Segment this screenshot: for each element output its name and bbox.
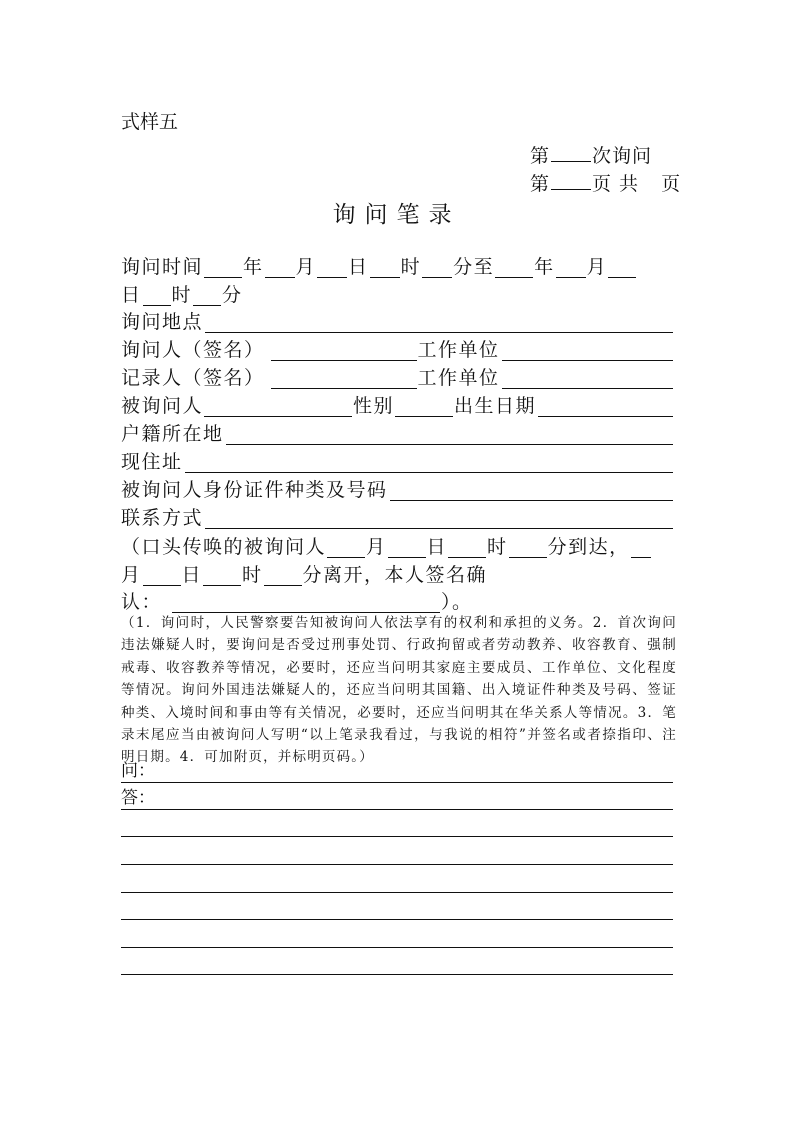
leave-month-field[interactable]: [631, 539, 651, 558]
dob-label: 出生日期: [454, 395, 537, 417]
signature-suffix: ）。: [441, 591, 473, 613]
end-minute-field[interactable]: [193, 287, 221, 306]
question-label: 问：: [121, 761, 155, 781]
unit-month: 月: [586, 256, 608, 278]
answer-blank-line[interactable]: [121, 974, 673, 975]
recorder-signature-field[interactable]: [271, 370, 417, 389]
summons-arrival-row: [121, 536, 673, 558]
contact-row: [121, 507, 673, 529]
household-row: [121, 423, 673, 445]
summons-signature-field[interactable]: [172, 594, 440, 613]
question-line[interactable]: [121, 760, 673, 783]
page-suffix: 页: [661, 173, 682, 195]
unit-minute-arrive: 分到达，: [547, 536, 630, 558]
id-document-label: 被询问人身份证件种类及号码: [121, 479, 388, 501]
interviewer-row: [121, 339, 673, 361]
count-suffix: 次询问: [592, 145, 653, 167]
interviewer-signature-field[interactable]: [271, 342, 417, 361]
arrival-day-field[interactable]: [388, 539, 426, 558]
unit-minute-to: 分至: [453, 256, 495, 278]
interview-time-row: [121, 256, 673, 278]
interview-place-label: 询问地点: [121, 311, 204, 333]
page-number-line: [530, 169, 681, 196]
address-label: 现住址: [121, 451, 183, 473]
arrival-month-field[interactable]: [327, 539, 365, 558]
interviewee-row: [121, 395, 673, 417]
contact-label: 联系方式: [121, 507, 204, 529]
interview-place-row: [121, 311, 673, 333]
recorder-unit-label: 工作单位: [417, 367, 500, 389]
household-field[interactable]: [226, 426, 673, 445]
unit-minute-leave: 分离开，本人签名确: [302, 564, 488, 586]
signature-confirm-label: 认：: [121, 591, 163, 613]
summons-signature-row: [121, 591, 673, 613]
contact-field[interactable]: [205, 510, 673, 529]
start-month-field[interactable]: [265, 259, 295, 278]
leave-day-field[interactable]: [143, 567, 181, 586]
unit-hour: 时: [487, 536, 508, 558]
address-row: [121, 451, 673, 473]
count-prefix: 第: [530, 145, 551, 167]
interviewee-name-field[interactable]: [204, 398, 352, 417]
instructions-note: （1．询问时，人民警察要告知被询问人依法享有的权利和承担的义务。2．首次询问违法嫌疑人时，要询问是否受过刑事处罚、行政拘留或者劳动教养、收容教育、强制戒毒、收容教养等情况，必要时，还应当问明其家庭主要成员、工作单位、文化程度等情况。询问外国违法嫌疑人的，还应当问明其国籍、出入境证件种类及号码、签证种类、入境时间和事由等有关情况，必要时，还应当问明其在华关系人等情况。3．笔录末尾应当由被询问人写明“以上笔录我看过，与我说的相符”并签名或者捺指印、注明日期。4．可加附页，并标明页码。）: [121, 615, 677, 766]
unit-day: 日: [348, 256, 369, 278]
start-hour-field[interactable]: [370, 259, 400, 278]
leave-minute-field[interactable]: [264, 567, 302, 586]
interviewer-label: 询问人（签名）: [121, 339, 265, 361]
interview-place-field[interactable]: [205, 314, 673, 333]
gender-field[interactable]: [395, 398, 453, 417]
summons-leave-row: [121, 564, 673, 586]
interview-count-field[interactable]: [551, 143, 591, 162]
interviewer-unit-field[interactable]: [502, 342, 673, 361]
unit-day: 日: [121, 284, 142, 306]
arrival-minute-field[interactable]: [509, 539, 547, 558]
recorder-label: 记录人（签名）: [121, 367, 265, 389]
unit-year: 年: [243, 256, 264, 278]
recorder-unit-field[interactable]: [502, 370, 673, 389]
unit-day: 日: [426, 536, 448, 558]
unit-day: 日: [181, 564, 203, 586]
unit-month: 月: [366, 536, 387, 558]
page-number-field[interactable]: [551, 171, 591, 190]
start-day-field[interactable]: [317, 259, 347, 278]
end-hour-field[interactable]: [143, 287, 171, 306]
answer-label: 答：: [121, 788, 155, 808]
end-day-field[interactable]: [608, 259, 636, 278]
gender-label: 性别: [353, 395, 395, 417]
interviewee-label: 被询问人: [121, 395, 204, 417]
address-field[interactable]: [185, 454, 673, 473]
form-sample-label: 式样五: [121, 111, 179, 133]
leave-hour-field[interactable]: [203, 567, 241, 586]
household-label: 户籍所在地: [121, 423, 224, 445]
answer-blank-line[interactable]: [121, 892, 673, 893]
end-month-field[interactable]: [556, 259, 586, 278]
answer-blank-line[interactable]: [121, 836, 673, 837]
unit-hour: 时: [171, 284, 193, 306]
unit-year: 年: [534, 256, 555, 278]
page-mid: 页 共: [592, 173, 640, 195]
answer-blank-line[interactable]: [121, 947, 673, 948]
start-minute-field[interactable]: [422, 259, 452, 278]
page-prefix: 第: [530, 173, 551, 195]
id-document-field[interactable]: [390, 482, 673, 501]
unit-month: 月: [295, 256, 317, 278]
unit-hour: 时: [242, 564, 263, 586]
interview-count-line: [530, 141, 652, 168]
answer-line[interactable]: [121, 787, 673, 810]
interviewer-unit-label: 工作单位: [417, 339, 500, 361]
unit-hour: 时: [400, 256, 422, 278]
summons-prefix: （口头传唤的被询问人: [121, 536, 327, 558]
page-title: 询问笔录: [332, 202, 461, 228]
answer-blank-line[interactable]: [121, 864, 673, 865]
unit-month: 月: [121, 564, 142, 586]
dob-field[interactable]: [538, 398, 673, 417]
id-document-row: [121, 479, 673, 501]
recorder-row: [121, 367, 673, 389]
interview-time-label: 询问时间: [121, 256, 204, 278]
answer-blank-line[interactable]: [121, 919, 673, 920]
unit-minute: 分: [222, 284, 243, 306]
arrival-hour-field[interactable]: [448, 539, 486, 558]
end-year-field[interactable]: [495, 259, 533, 278]
start-year-field[interactable]: [204, 259, 242, 278]
interview-time-row-2: [121, 284, 673, 306]
